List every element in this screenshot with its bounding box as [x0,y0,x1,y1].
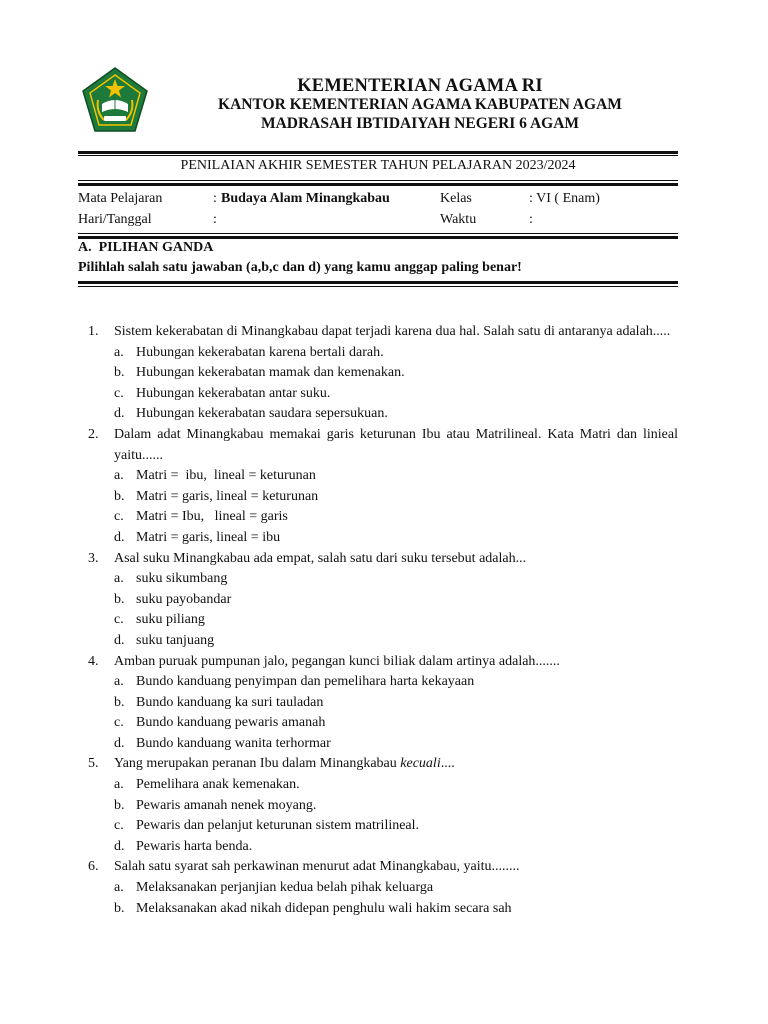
option-d: d. Hubungan kekerabatan saudara sepersukuan. [114,406,388,422]
school-name: MADRASAH IBTIDAIYAH NEGERI 6 AGAM [260,115,580,132]
option-d: d. Matri = garis, lineal = ibu [114,529,281,545]
section-heading [78,240,213,256]
time-label: Waktu [440,212,477,227]
exam-title: PENILAIAN AKHIR SEMESTER TAHUN PELAJARAN 2023/2024 [180,158,576,173]
section-instruction: Pilihlah salah satu jawaban (a,b,c dan d) yang kamu anggap paling benar! [78,260,522,275]
question-text: Salah satu syarat sah perkawinan menurut adat Minangkabau, yaitu........ [114,859,520,875]
option-a: a. Matri = ibu, lineal = keturunan [114,468,316,484]
office-name: KANTOR KEMENTERIAN AGAMA KABUPATEN AGAM [218,96,622,113]
option-a: a. Pemelihara anak kemenakan. [114,777,300,793]
question-text: Dalam adat Minangkabau memakai garis keturunan Ibu atau Matrilineal. Kata Matri dan linieal yaitu...... [114,426,678,463]
question-text: Yang merupakan peranan Ibu dalam Minangkabau kecuali.... [114,756,455,772]
subject-separator: : [213,191,217,206]
section-title: PILIHAN GANDA [98,240,214,255]
question-text: Sistem kekerabatan di Minangkabau dapat terjadi karena dua hal. Salah satu di antaranya adalah..... [114,324,671,339]
option-b: b. Bundo kanduang ka suri tauladan [114,694,324,710]
question-4 [78,652,678,755]
question-number: 2. [88,426,99,442]
ministry-name: KEMENTERIAN AGAMA RI [297,76,543,96]
question-3 [78,549,678,652]
section-rule-thick [78,281,678,284]
question-number: 4. [88,653,99,669]
option-a: a. Hubungan kekerabatan karena bertali darah. [114,344,384,360]
time-value: : [529,212,533,227]
option-b: b. Matri = garis, lineal = keturunan [114,488,319,504]
question-text: Amban puruak pumpunan jalo, pegangan kunci biliak dalam artinya adalah....... [114,653,560,669]
option-d: d. Pewaris harta benda. [114,838,253,854]
title-rule-thin [78,180,678,181]
option-a: a. suku sikumbang [114,571,228,587]
date-label: Hari/Tanggal [78,212,152,227]
kemenag-emblem-icon [80,66,150,136]
option-c: c. suku piliang [114,612,205,628]
title-rule-thick [78,183,678,186]
option-b: b. Melaksanakan akad nikah didepan penghulu wali hakim secara sah [114,900,512,916]
question-number: 3. [88,550,99,566]
option-c: c. Bundo kanduang pewaris amanah [114,715,326,731]
option-a: a. Bundo kanduang penyimpan dan pemelihara harta kekayaan [114,674,475,690]
letterhead-rule-thin [78,155,678,156]
question-number: 5. [88,756,99,772]
option-c: c. Pewaris dan pelanjut keturunan sistem matrilineal. [114,818,420,834]
option-d: d. Bundo kanduang wanita terhormar [114,735,331,751]
option-c: c. Hubungan kekerabatan antar suku. [114,385,331,401]
option-a: a. Melaksanakan perjanjian kedua belah pihak keluarga [114,880,434,896]
question-number: 1. [88,324,99,339]
section-rule-thin [78,286,678,287]
option-b: b. suku payobandar [114,591,232,607]
option-b: b. Pewaris amanah nenek moyang. [114,797,317,813]
class-label: Kelas [440,191,472,206]
info-rule-thin [78,233,678,234]
option-c: c. Matri = Ibu, lineal = garis [114,509,288,525]
option-b: b. Hubungan kekerabatan mamak dan kemenakan. [114,365,405,381]
class-value: : VI ( Enam) [529,191,600,206]
question-5 [78,754,678,857]
info-rule-thick [78,236,678,239]
section-letter: A. [78,240,92,255]
question-number: 6. [88,859,99,875]
question-text: Asal suku Minangkabau ada empat, salah satu dari suku tersebut adalah... [114,550,527,566]
option-d: d. suku tanjuang [114,632,215,648]
question-list [78,322,678,919]
question-1 [78,322,678,425]
question-2 [78,425,678,549]
subject-label: Mata Pelajaran [78,191,163,206]
date-value: : [213,212,217,227]
question-6 [78,857,678,919]
subject-value: Budaya Alam Minangkabau [221,191,390,206]
letterhead-rule-thick [78,151,678,154]
